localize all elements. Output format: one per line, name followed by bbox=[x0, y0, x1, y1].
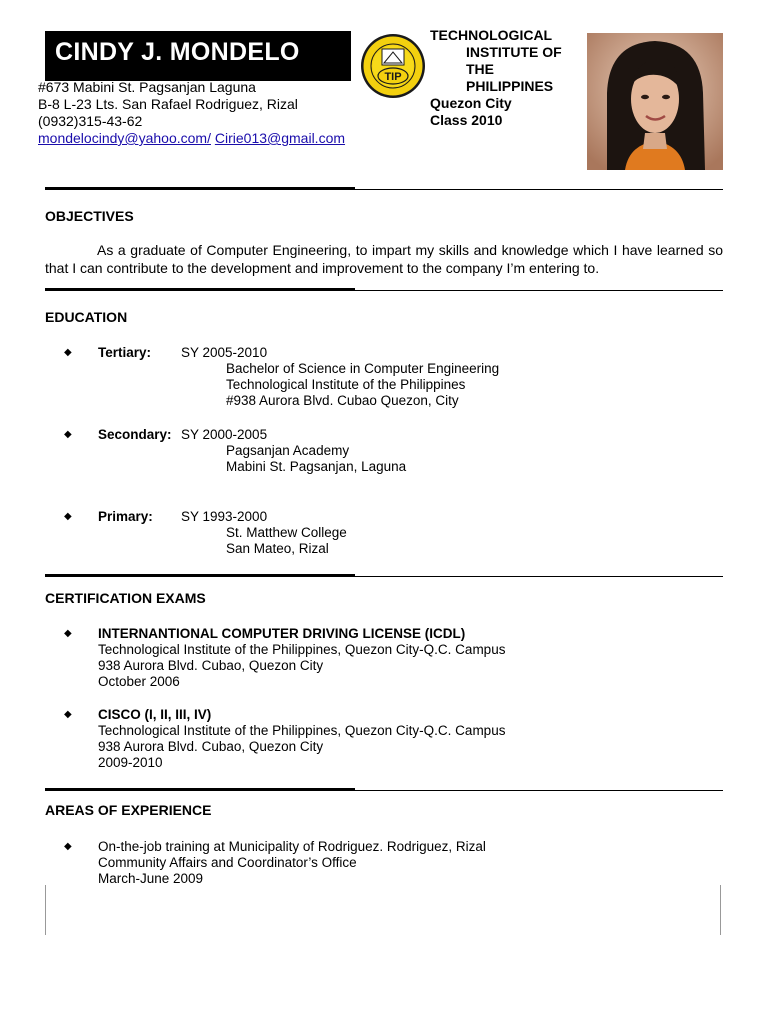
bullet-icon: ◆ bbox=[64, 628, 72, 639]
bullet-icon: ◆ bbox=[64, 709, 72, 720]
certifications-title: CERTIFICATION EXAMS bbox=[45, 590, 206, 606]
certification-detail: Technological Institute of the Philippines, Quezon City-Q.C. Campus bbox=[98, 642, 506, 657]
education-detail: San Mateo, Rizal bbox=[226, 541, 329, 556]
certification-detail: 938 Aurora Blvd. Cubao, Quezon City bbox=[98, 739, 324, 754]
school-class: Class 2010 bbox=[430, 112, 503, 128]
bullet-icon: ◆ bbox=[64, 347, 72, 358]
education-title: EDUCATION bbox=[45, 309, 128, 325]
bullet-icon: ◆ bbox=[64, 841, 72, 852]
education-detail: Mabini St. Pagsanjan, Laguna bbox=[226, 459, 407, 474]
address-line-1: #673 Mabini St. Pagsanjan Laguna bbox=[38, 79, 256, 95]
experience-detail: On-the-job training at Municipality of Rodriguez. Rodriguez, Rizal bbox=[98, 839, 486, 854]
email-link-gmail[interactable]: Cirie013@gmail.com bbox=[214, 130, 346, 146]
school-name-line-3: THE bbox=[466, 61, 494, 77]
certification-name: INTERNANTIONAL COMPUTER DRIVING LICENSE (ICDL) bbox=[98, 626, 466, 641]
experience-detail: Community Affairs and Coordinator’s Office bbox=[98, 855, 357, 870]
divider-accent bbox=[45, 187, 355, 190]
page-edge-line bbox=[45, 885, 46, 935]
objectives-title: OBJECTIVES bbox=[45, 208, 134, 224]
page-edge-line bbox=[720, 885, 721, 935]
divider-accent bbox=[45, 788, 355, 791]
certification-detail: 2009-2010 bbox=[98, 755, 163, 770]
education-detail: #938 Aurora Blvd. Cubao Quezon, City bbox=[226, 393, 459, 408]
education-level-label: Secondary: bbox=[98, 427, 172, 442]
email-line bbox=[38, 130, 345, 147]
applicant-name: CINDY J. MONDELO bbox=[55, 38, 300, 66]
certification-name: CISCO (I, II, III, IV) bbox=[98, 707, 212, 722]
address-line-2: B-8 L-23 Lts. San Rafael Rodriguez, Rizal bbox=[38, 96, 298, 112]
experience-detail: March-June 2009 bbox=[98, 871, 204, 886]
school-name-line-4: PHILIPPINES bbox=[466, 78, 554, 94]
divider-accent bbox=[45, 288, 355, 291]
education-detail: St. Matthew College bbox=[226, 525, 347, 540]
bullet-icon: ◆ bbox=[64, 429, 72, 440]
school-name-line-1: TECHNOLOGICAL bbox=[430, 27, 553, 43]
bullet-icon: ◆ bbox=[64, 511, 72, 522]
education-year: SY 2000-2005 bbox=[181, 427, 268, 442]
school-seal-icon bbox=[360, 33, 426, 99]
school-name-line-2: INSTITUTE OF bbox=[466, 44, 562, 60]
certification-detail: Technological Institute of the Philippines, Quezon City-Q.C. Campus bbox=[98, 723, 506, 738]
experience-title: AREAS OF EXPERIENCE bbox=[45, 802, 212, 818]
applicant-photo bbox=[587, 33, 723, 170]
seal-text: TIP bbox=[384, 71, 402, 83]
education-level-label: Primary: bbox=[98, 509, 153, 524]
education-level-label: Tertiary: bbox=[98, 345, 152, 360]
education-detail: Pagsanjan Academy bbox=[226, 443, 350, 458]
objectives-text bbox=[45, 241, 723, 277]
certification-detail: 938 Aurora Blvd. Cubao, Quezon City bbox=[98, 658, 324, 673]
contact-info bbox=[38, 79, 345, 147]
phone-number: (0932)315-43-62 bbox=[38, 113, 143, 129]
education-year: SY 2005-2010 bbox=[181, 345, 268, 360]
education-year: SY 1993-2000 bbox=[181, 509, 268, 524]
email-link-yahoo[interactable]: mondelocindy@yahoo.com/ bbox=[38, 130, 211, 146]
divider-accent bbox=[45, 574, 355, 577]
education-detail: Technological Institute of the Philippines bbox=[226, 377, 466, 392]
certification-detail: October 2006 bbox=[98, 674, 180, 689]
school-info bbox=[430, 27, 562, 129]
education-detail: Bachelor of Science in Computer Engineering bbox=[226, 361, 500, 376]
school-city: Quezon City bbox=[430, 95, 512, 111]
objectives-body: As a graduate of Computer Engineering, to impart my skills and knowledge which I have learned so that I can contribute to the development and improvement to the company I’m entering to. bbox=[45, 242, 723, 276]
